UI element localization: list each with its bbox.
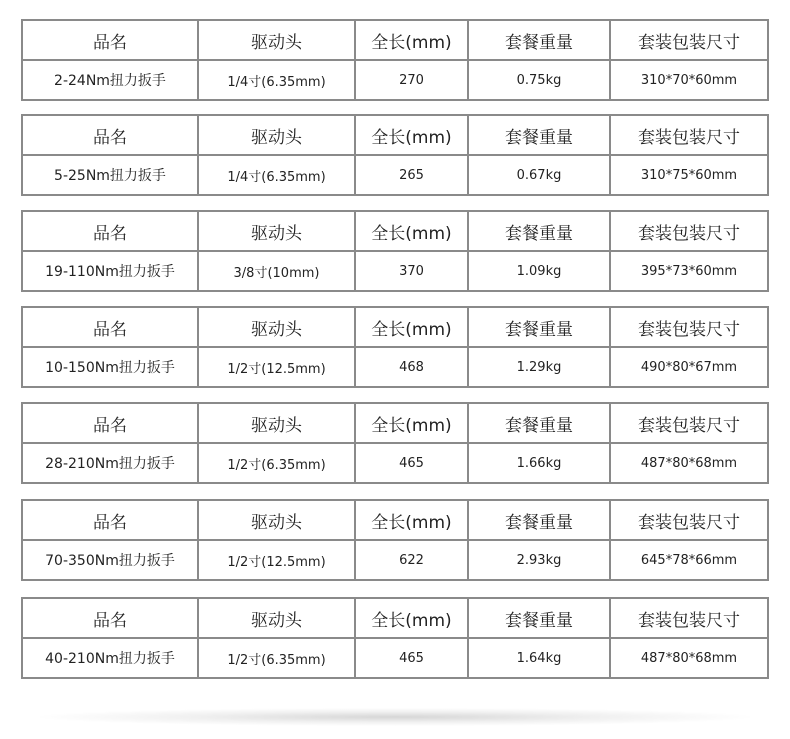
cell-package-size: 487*80*68mm (610, 638, 768, 678)
table-row (22, 638, 768, 678)
header-row (22, 307, 768, 347)
spec-table (21, 597, 769, 679)
cell-drive: 1/2寸(6.35mm) (198, 638, 355, 678)
header-package-size: 套装包装尺寸 (610, 115, 768, 155)
cell-product-name: 2-24Nm扭力扳手 (22, 60, 198, 100)
cell-drive: 1/4寸(6.35mm) (198, 155, 355, 195)
header-weight: 套餐重量 (468, 500, 610, 540)
header-weight: 套餐重量 (468, 115, 610, 155)
header-drive: 驱动头 (198, 403, 355, 443)
header-package-size: 套装包装尺寸 (610, 211, 768, 251)
cell-package-size: 645*78*66mm (610, 540, 768, 580)
header-length: 全长(mm) (355, 307, 468, 347)
cell-product-name: 70-350Nm扭力扳手 (22, 540, 198, 580)
cell-drive: 3/8寸(10mm) (198, 251, 355, 291)
header-drive: 驱动头 (198, 20, 355, 60)
header-package-size: 套装包装尺寸 (610, 307, 768, 347)
header-product-name: 品名 (22, 211, 198, 251)
header-weight: 套餐重量 (468, 20, 610, 60)
cell-package-size: 310*70*60mm (610, 60, 768, 100)
spec-table (21, 499, 769, 581)
header-row (22, 20, 768, 60)
cell-package-size: 395*73*60mm (610, 251, 768, 291)
cell-weight: 2.93kg (468, 540, 610, 580)
cell-drive: 1/2寸(6.35mm) (198, 443, 355, 483)
header-weight: 套餐重量 (468, 403, 610, 443)
cell-weight: 1.09kg (468, 251, 610, 291)
header-row (22, 403, 768, 443)
table-row (22, 251, 768, 291)
cell-drive: 1/2寸(12.5mm) (198, 540, 355, 580)
cell-weight: 0.75kg (468, 60, 610, 100)
table-row (22, 347, 768, 387)
cell-weight: 1.64kg (468, 638, 610, 678)
cell-drive: 1/2寸(12.5mm) (198, 347, 355, 387)
header-drive: 驱动头 (198, 115, 355, 155)
header-row (22, 115, 768, 155)
header-product-name: 品名 (22, 500, 198, 540)
cell-package-size: 310*75*60mm (610, 155, 768, 195)
header-product-name: 品名 (22, 20, 198, 60)
cell-drive: 1/4寸(6.35mm) (198, 60, 355, 100)
cell-product-name: 19-110Nm扭力扳手 (22, 251, 198, 291)
spec-table (21, 114, 769, 196)
spec-table (21, 402, 769, 484)
header-drive: 驱动头 (198, 307, 355, 347)
cell-weight: 0.67kg (468, 155, 610, 195)
spec-table (21, 19, 769, 101)
table-row (22, 60, 768, 100)
header-weight: 套餐重量 (468, 211, 610, 251)
cell-package-size: 490*80*67mm (610, 347, 768, 387)
spec-table (21, 306, 769, 388)
spec-table (21, 210, 769, 292)
header-weight: 套餐重量 (468, 598, 610, 638)
table-row (22, 155, 768, 195)
cell-weight: 1.29kg (468, 347, 610, 387)
header-drive: 驱动头 (198, 500, 355, 540)
table-row (22, 540, 768, 580)
header-product-name: 品名 (22, 403, 198, 443)
header-row (22, 598, 768, 638)
cell-length: 465 (355, 443, 468, 483)
header-package-size: 套装包装尺寸 (610, 500, 768, 540)
cell-weight: 1.66kg (468, 443, 610, 483)
cell-length: 270 (355, 60, 468, 100)
cell-length: 465 (355, 638, 468, 678)
header-length: 全长(mm) (355, 20, 468, 60)
cell-product-name: 5-25Nm扭力扳手 (22, 155, 198, 195)
table-row (22, 443, 768, 483)
header-weight: 套餐重量 (468, 307, 610, 347)
header-row (22, 500, 768, 540)
header-length: 全长(mm) (355, 598, 468, 638)
header-length: 全长(mm) (355, 115, 468, 155)
cell-package-size: 487*80*68mm (610, 443, 768, 483)
cell-length: 468 (355, 347, 468, 387)
header-length: 全长(mm) (355, 500, 468, 540)
header-package-size: 套装包装尺寸 (610, 20, 768, 60)
header-row (22, 211, 768, 251)
cell-length: 622 (355, 540, 468, 580)
header-length: 全长(mm) (355, 211, 468, 251)
bottom-shadow (40, 708, 750, 726)
header-product-name: 品名 (22, 307, 198, 347)
header-product-name: 品名 (22, 115, 198, 155)
header-drive: 驱动头 (198, 598, 355, 638)
cell-product-name: 28-210Nm扭力扳手 (22, 443, 198, 483)
header-package-size: 套装包装尺寸 (610, 403, 768, 443)
header-length: 全长(mm) (355, 403, 468, 443)
header-drive: 驱动头 (198, 211, 355, 251)
cell-length: 370 (355, 251, 468, 291)
cell-product-name: 10-150Nm扭力扳手 (22, 347, 198, 387)
cell-product-name: 40-210Nm扭力扳手 (22, 638, 198, 678)
cell-length: 265 (355, 155, 468, 195)
header-package-size: 套装包装尺寸 (610, 598, 768, 638)
header-product-name: 品名 (22, 598, 198, 638)
